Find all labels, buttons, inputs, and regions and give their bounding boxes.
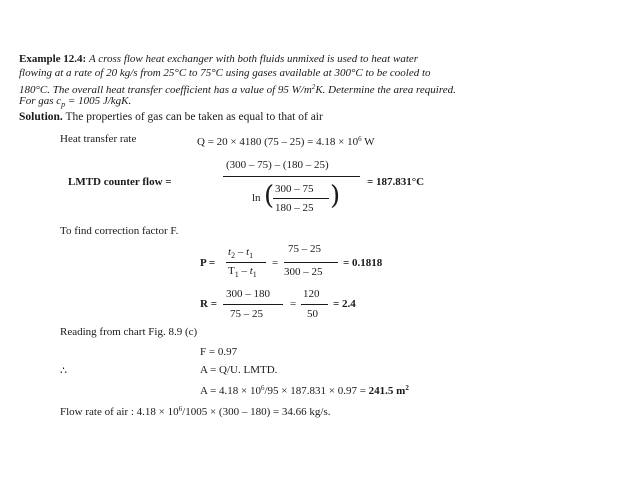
r-equals: = xyxy=(290,298,297,310)
lmtd-result: = 187.831°C xyxy=(367,176,425,188)
example-text-3a: 180°C. The overall heat transfer coefficient has a value of 95 W/m xyxy=(19,84,312,96)
heat-rate-exp: 6 xyxy=(358,135,362,143)
therefore-symbol: ∴ xyxy=(60,365,67,377)
heat-rate-a: Q = 20 × 4180 (75 – 25) = 4.18 × 10 xyxy=(197,136,359,148)
f-value: F = 0.97 xyxy=(200,346,238,358)
area-calculation: $A = 4.18 \times 10^6/95 \times 187.831 \times 0.97 = 241.5$ $m^2$ xyxy=(200,384,409,397)
example-line-2: flowing at a rate of 20 kg/s from 25°C to 75°C using gases available at 300°C to be cooled to xyxy=(19,67,431,79)
p-numerator: 75 – 25 xyxy=(288,243,321,255)
r-numerator-2: 120 xyxy=(303,288,320,300)
p-denominator: 300 – 25 xyxy=(284,266,323,278)
example-text-3-sup: 2 xyxy=(311,83,316,91)
lmtd-inner-numerator: 300 – 75 xyxy=(275,183,314,195)
heat-rate-b: W xyxy=(361,136,375,148)
example-text-4-sub: p xyxy=(61,100,66,109)
solution-label: Solution. xyxy=(19,111,63,123)
lmtd-label: LMTD counter flow = xyxy=(68,176,172,188)
area-formula: A = Q/U. LMTD. xyxy=(200,364,278,376)
lmtd-ln: ln xyxy=(252,192,261,204)
lmtd-fraction-bar xyxy=(223,176,360,177)
reading-label: Reading from chart Fig. 8.9 (c) xyxy=(60,326,198,338)
r-denominator-1: 75 – 25 xyxy=(230,308,263,320)
r-fraction-bar-1 xyxy=(223,304,283,305)
p-result: = 0.1818 xyxy=(343,257,383,269)
r-fraction-bar-2 xyxy=(301,304,328,305)
correction-label: To find correction factor F. xyxy=(60,225,179,237)
area-result: 241.5 m xyxy=(368,385,406,397)
example-text-4b: = 1005 J/kgK. xyxy=(65,95,132,107)
p-symbolic-denominator: $T_1 - t_1$ xyxy=(228,265,257,279)
solution-text: The properties of gas can be taken as equal to that of air xyxy=(62,111,323,123)
lmtd-inner-fraction-bar xyxy=(273,198,329,199)
example-text-1: A cross flow heat exchanger with both fluids unmixed is used to heat water xyxy=(88,53,419,65)
r-denominator-2: 50 xyxy=(307,308,318,320)
lmtd-inner-denominator: 180 – 25 xyxy=(275,202,314,214)
p-equals: = xyxy=(272,257,279,269)
p-fraction-bar xyxy=(284,262,338,263)
example-text-3b: K. Determine the area required. xyxy=(315,84,456,96)
solution-line xyxy=(19,111,323,124)
r-prefix: R = xyxy=(200,298,217,310)
example-line-1 xyxy=(19,53,418,66)
example-line-4 xyxy=(19,95,131,111)
flow-rate-line: Flow rate of air : $4.18 \times 10^6/1005 \times (300 - 180) = 34.66$ kg/s. xyxy=(60,405,331,418)
lmtd-left-paren: ( xyxy=(264,181,275,211)
heat-rate-equation xyxy=(197,133,375,149)
lmtd-numerator: (300 – 75) – (180 – 25) xyxy=(226,159,329,171)
heat-rate-label: Heat transfer rate xyxy=(60,133,137,145)
example-label: Example 12.4: xyxy=(19,53,87,65)
r-result: = 2.4 xyxy=(333,298,356,310)
lmtd-right-paren: ) xyxy=(330,181,341,211)
example-text-4a: For gas c xyxy=(19,95,62,107)
p-symbolic-numerator: $t_2 - t_1$ xyxy=(228,246,254,260)
p-prefix: P = xyxy=(200,257,216,269)
p-symbolic-bar xyxy=(226,262,266,263)
r-numerator-1: 300 – 180 xyxy=(226,288,270,300)
